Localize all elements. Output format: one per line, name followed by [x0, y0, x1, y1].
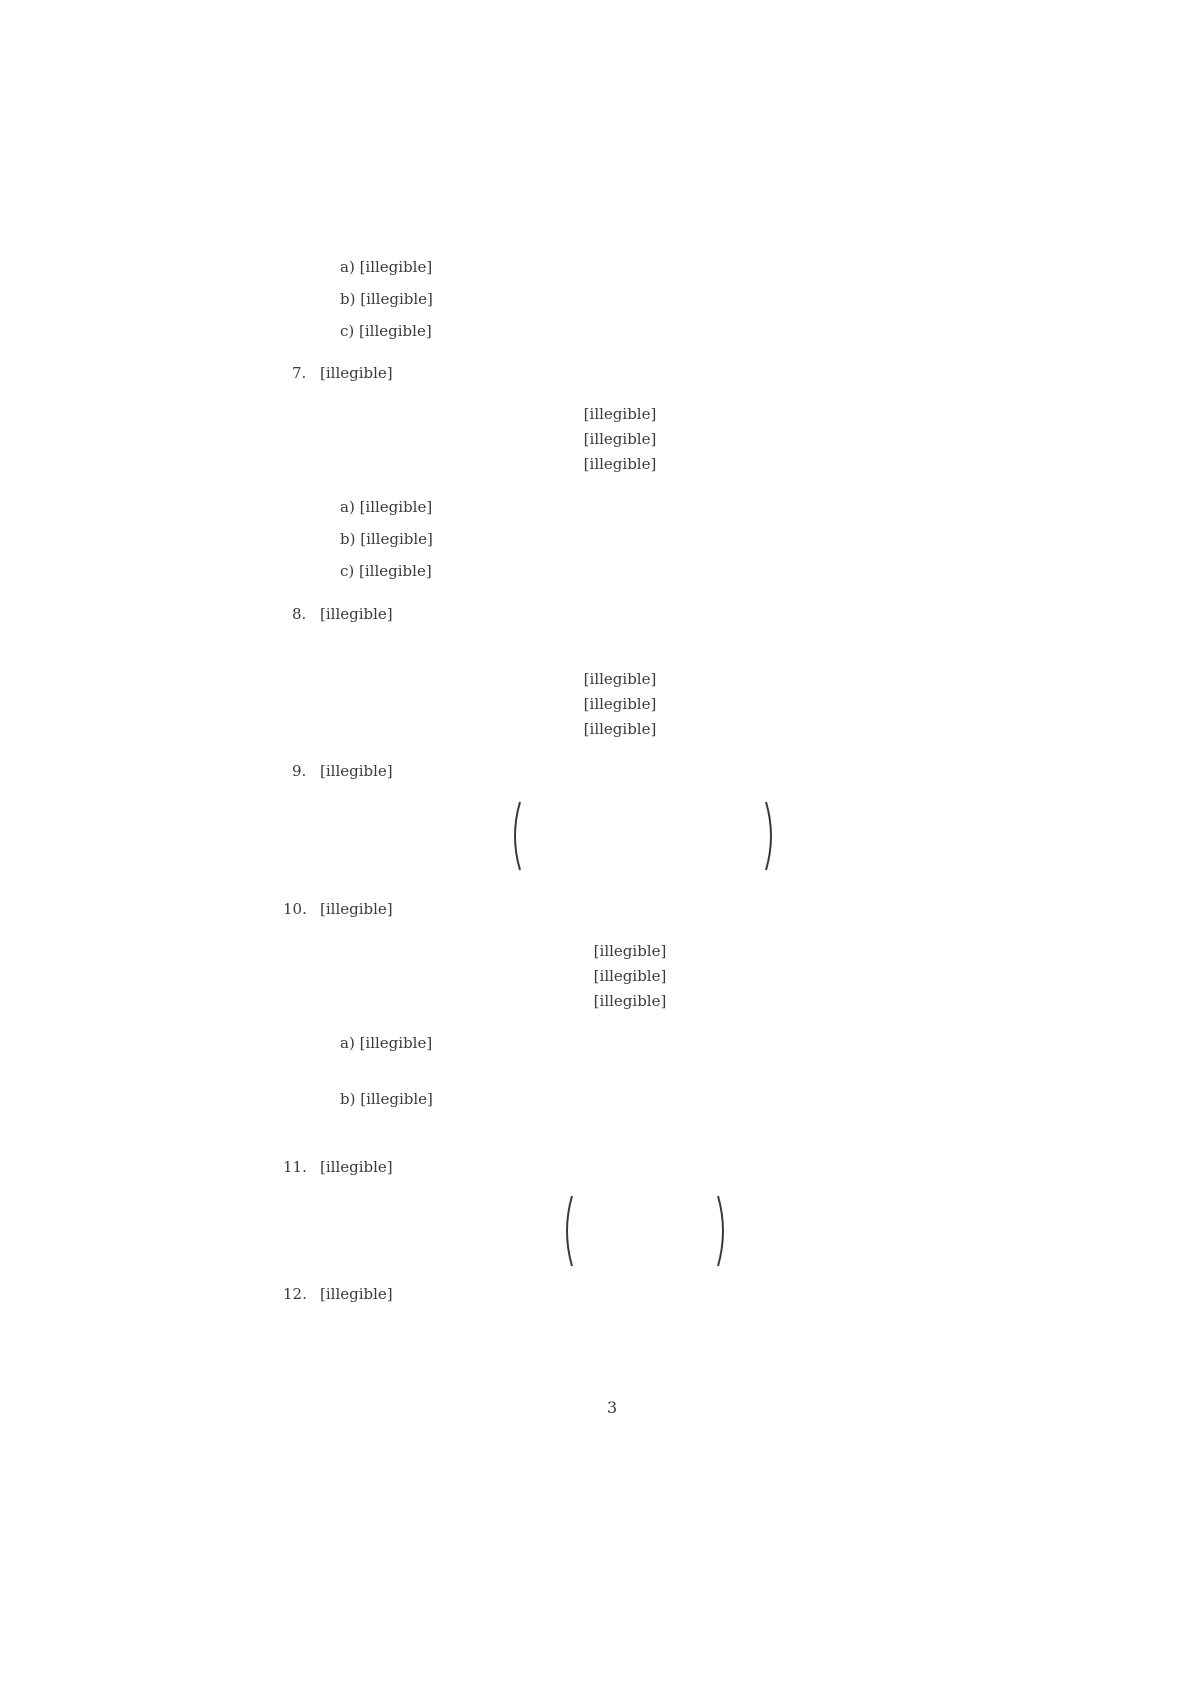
question-7-number: 7. [292, 364, 307, 382]
question-11-text: [illegible] [320, 1158, 393, 1176]
question-7-option-b: b) [illegible] [340, 530, 433, 548]
question-7-eq2: [illegible] [583, 430, 657, 448]
question-8-number: 8. [292, 605, 307, 623]
question-12-text: [illegible] [320, 1285, 393, 1303]
matrix-brackets [560, 1192, 730, 1270]
sub-item-b: b) [illegible] [340, 290, 433, 308]
question-10-option-b: b) [illegible] [340, 1090, 433, 1108]
question-8-eq3: [illegible] [583, 720, 657, 738]
question-8-text: [illegible] [320, 605, 393, 623]
question-7-eq3: [illegible] [583, 455, 657, 473]
question-9-matrix [508, 798, 778, 874]
question-7-option-a: a) [illegible] [340, 498, 433, 516]
question-10-eq2: [illegible] [593, 967, 667, 985]
page-number: 3 [607, 1398, 618, 1417]
sub-item-c: c) [illegible] [340, 322, 432, 340]
matrix-brackets [508, 798, 778, 874]
question-7-option-c: c) [illegible] [340, 562, 432, 580]
question-10-eq3: [illegible] [593, 992, 667, 1010]
question-7-text: [illegible] [320, 364, 393, 382]
sub-item-a: a) [illegible] [340, 258, 433, 276]
question-11-number: 11. [283, 1158, 307, 1176]
question-10-text: [illegible] [320, 900, 393, 918]
question-10-option-a: a) [illegible] [340, 1034, 433, 1052]
question-7-eq1: [illegible] [583, 405, 657, 423]
question-9-number: 9. [292, 762, 307, 780]
question-9-text: [illegible] [320, 762, 393, 780]
question-11-matrix [560, 1192, 730, 1270]
question-10-eq1: [illegible] [593, 942, 667, 960]
question-8-eq1: [illegible] [583, 670, 657, 688]
question-10-number: 10. [283, 900, 307, 918]
question-12-number: 12. [283, 1285, 307, 1303]
question-8-eq2: [illegible] [583, 695, 657, 713]
